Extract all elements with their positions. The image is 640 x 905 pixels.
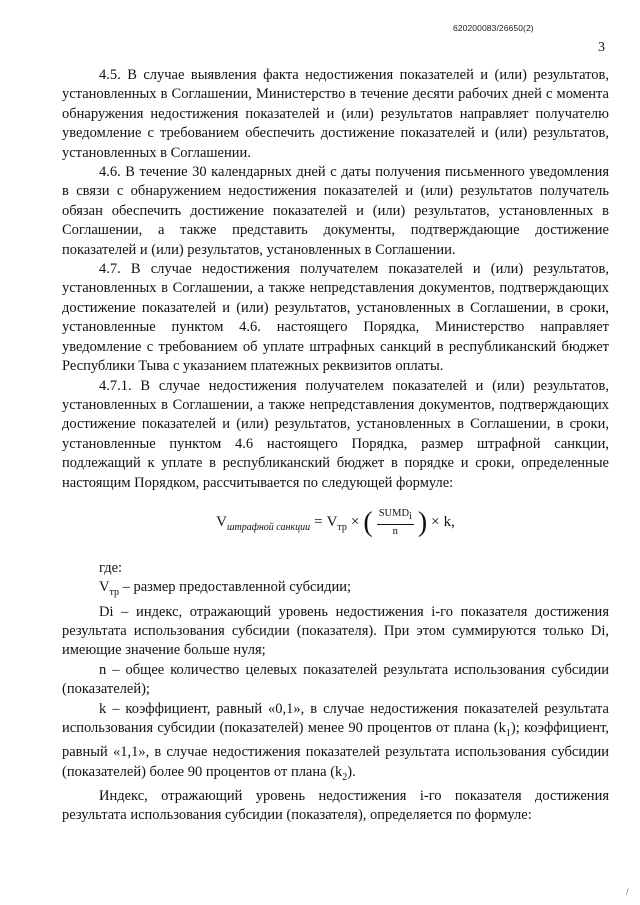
formula-equals: = — [314, 514, 323, 531]
definition-n: n – общее количество целевых показателей результата использования субсидии (показателей); — [62, 661, 609, 698]
definition-di: Di – индекс, отражающий уровень недостижения i-го показателя достижения результата использования субсидии (показателя). При этом суммируются только Di, имеющие значение больше нуля; — [62, 603, 609, 659]
formula-left-paren: ( — [363, 506, 373, 538]
document-body — [62, 66, 609, 826]
penalty-formula — [62, 507, 609, 543]
def-k-part2: ); коэффициент, равный «1,1», в случае недостижения показателей результата использования субсидии (показателей) более 90 процентов от плана (k — [62, 720, 609, 780]
page-number: 3 — [598, 40, 605, 55]
formula-fraction — [377, 507, 414, 539]
formula-v-sub: тр — [337, 521, 347, 533]
def-vtr-text: – размер предоставленной субсидии; — [118, 579, 352, 596]
paragraph-4-7-1: 4.7.1. В случае недостижения получателем показателей и (или) результатов, установленных в Соглашении, а также непредставления документов, подтверждающих достижение показателей и (или) результатов, установленных в Соглашении, в сроки, установленные пунктом 4.6 настоящего Порядка, размер штрафной санкции, подлежащий к уплате в республиканский бюджет в порядке и сроки, определенные настоящим Порядком, рассчитывается по следующей формуле: — [62, 377, 609, 491]
where-label: где: — [99, 559, 123, 576]
formula-frac-den: n — [392, 526, 398, 538]
paragraph-4-7: 4.7. В случае недостижения получателем показателей и (или) результатов, установленных в Соглашении, а также непредставления документов, подтверждающих достижение показателей и (или) результатов, установленных в Соглашении, в сроки, установленные пунктом 4.6. настоящего Порядка, Министерство направляет уведомление с требованием об уплате штрафных санкций в республиканский бюджет Республики Тыва с указанием платежных реквизитов оплаты. — [62, 261, 609, 375]
definition-vtr — [62, 578, 609, 602]
formula-times-2: × — [431, 514, 440, 531]
formula-lhs-main: V — [216, 513, 227, 530]
def-vtr-sub: тр — [109, 587, 119, 599]
def-k-sub2: 2 — [342, 771, 348, 783]
formula-lhs-sub: штрафной санкции — [226, 521, 311, 533]
def-k-sub1: 1 — [505, 727, 511, 739]
formula-frac-num: SUMD — [378, 507, 410, 519]
def-k-part1: k – коэффициент, равный «0,1», в случае недостижения показателей результата использования субсидии (показателей) менее 90 процентов от плана (k — [62, 700, 609, 737]
formula-frac-num-sub: i — [409, 511, 412, 523]
def-k-part3: ). — [347, 763, 356, 780]
formula-k: k, — [443, 514, 455, 531]
corner-mark: / — [626, 887, 629, 897]
formula-times-1: × — [350, 514, 360, 531]
definition-k — [62, 700, 609, 787]
formula-right-paren: ) — [417, 506, 428, 538]
formula-v-main: V — [326, 513, 338, 530]
closing-paragraph: Индекс, отражающий уровень недостижения i-го показателя достижения результата использования субсидии (показателя), определяется по формуле: — [62, 788, 609, 824]
def-vtr-main: V — [99, 579, 110, 596]
paragraph-4-5: 4.5. В случае выявления факта недостижения показателей и (или) результатов, установленных в Соглашении, Министерство в течение десяти рабочих дней с момента обнаружения недостижения показателей и (или) результатов направляет получателю уведомление с требованием обеспечить достижение показателей и (или) результатов, установленных в Соглашении. — [62, 67, 609, 161]
document-id: 620200083/26650(2) — [453, 23, 534, 33]
paragraph-4-6: 4.6. В течение 30 календарных дней с даты получения письменного уведомления в связи с обнаружением недостижения показателей и (или) результатов получатель обязан обеспечить достижение показателей и (или) результатов, установленных в Соглашении, а также представить документы, подтверждающие достижение показателей и (или) результатов, установленных в Соглашении. — [62, 164, 609, 258]
